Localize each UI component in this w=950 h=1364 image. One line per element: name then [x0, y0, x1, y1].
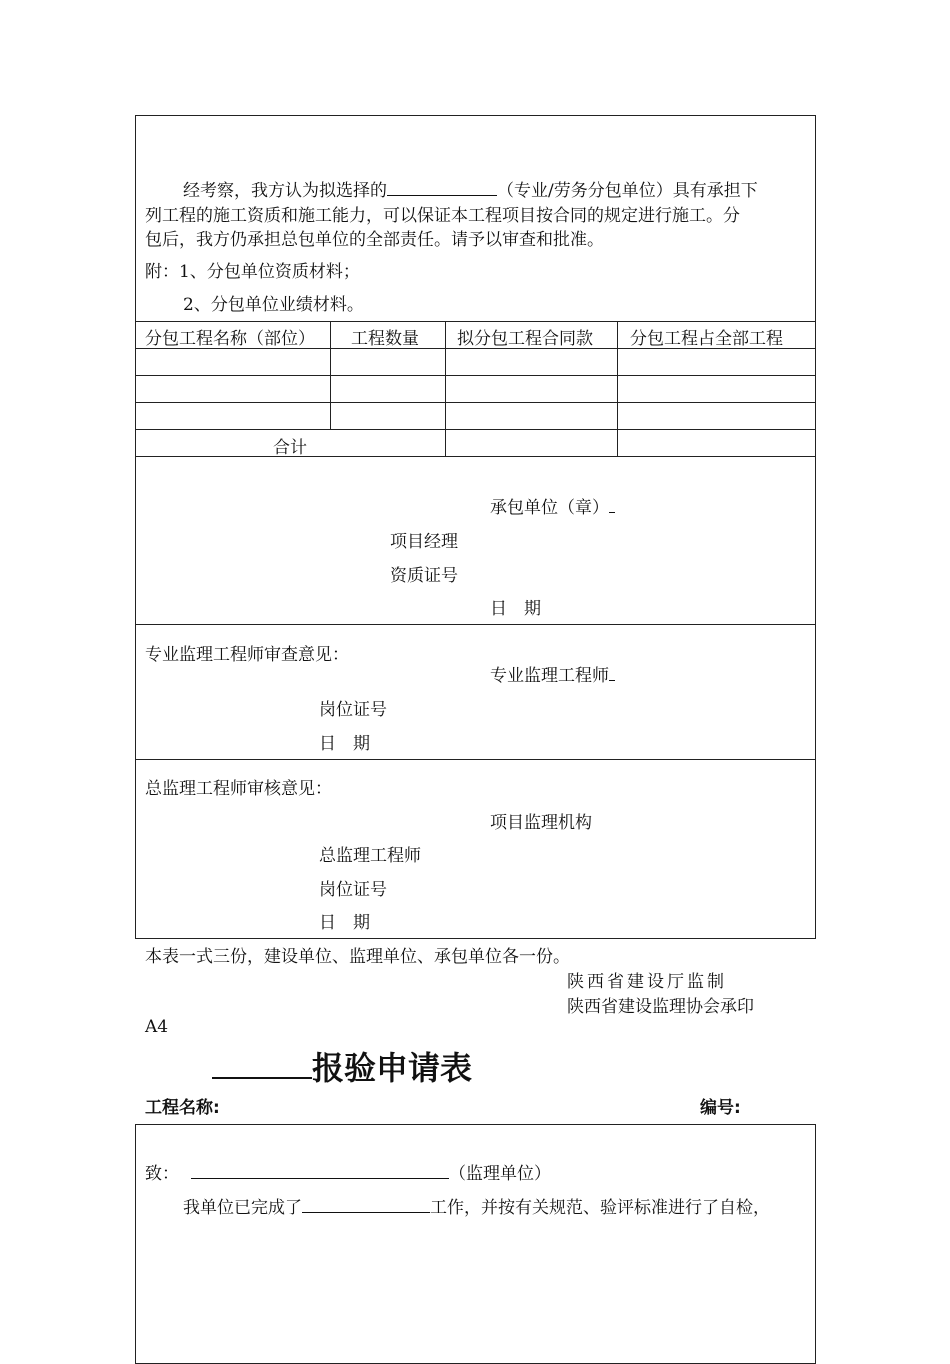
- printed-by: 陕西省建设监理协会承印: [567, 997, 754, 1017]
- supervised-by: 陕西省建设厅监制: [567, 972, 727, 992]
- post-cert-no2-label: 岗位证号: [319, 880, 387, 900]
- project-supervision-org-label: 项目监理机构: [490, 813, 592, 833]
- para-line-1: [183, 176, 758, 201]
- project-manager-label: 项目经理: [390, 532, 458, 552]
- table-col-line-2: [445, 321, 446, 456]
- table-header-contract: 拟分包工程合同款: [457, 329, 593, 349]
- table-row-line-3: [135, 429, 816, 430]
- table-header-ratio: 分包工程占全部工程: [630, 329, 783, 349]
- post-cert-no-label: 岗位证号: [319, 700, 387, 720]
- section-line-2: [135, 759, 816, 760]
- table-col-line-1: [330, 321, 331, 429]
- project-name-label: 工程名称:: [145, 1098, 220, 1118]
- body-line: 我单位已完成了 工作，并按有关规范、验评标准进行了自检，: [183, 1198, 770, 1218]
- attachment-2: 2、分包单位业绩材料。: [183, 295, 364, 315]
- table-bottom-line: [135, 456, 816, 457]
- copies-note: 本表一式三份，建设单位、监理单位、承包单位各一份。: [145, 947, 570, 967]
- number-label: 编号:: [700, 1098, 741, 1118]
- table-top-line: [135, 321, 816, 322]
- table-total-label: 合计: [273, 438, 307, 458]
- date2-label: 日 期: [319, 734, 370, 754]
- table-row-line-1: [135, 375, 816, 376]
- table-header-name: 分包工程名称（部位）: [145, 329, 315, 349]
- para-line-1-b: （专业/劳务分包单位）具有承担下: [497, 181, 758, 201]
- seal-blank[interactable]: [609, 496, 615, 513]
- subcontractor-name-blank[interactable]: [387, 179, 497, 196]
- chief-engineer-label: 总监理工程师: [319, 846, 421, 866]
- contractor-seal-label: 承包单位（章）: [490, 493, 615, 518]
- section-line-1: [135, 624, 816, 625]
- table-header-quantity: 工程数量: [351, 329, 419, 349]
- date3-label: 日 期: [319, 913, 370, 933]
- qualification-no-label: 资质证号: [390, 566, 458, 586]
- supervision-unit-blank[interactable]: [191, 1162, 449, 1179]
- attachment-1: 附：1、分包单位资质材料；: [145, 262, 360, 282]
- chief-engineer-opinion-label: 总监理工程师审核意见：: [145, 779, 332, 799]
- para-line-1-a: 经考察，我方认为拟选择的: [183, 181, 387, 201]
- form-title: [212, 1043, 472, 1089]
- para-line-3: 包后，我方仍承担总包单位的全部责任。请予以审查和批准。: [145, 230, 604, 250]
- table-row-line-2: [135, 402, 816, 403]
- pro-engineer-label: 专业监理工程师: [490, 661, 615, 686]
- form-title-text: 报验申请表: [312, 1049, 473, 1087]
- pro-engineer-opinion-label: 专业监理工程师审查意见：: [145, 645, 349, 665]
- para-line-2: 列工程的施工资质和施工能力，可以保证本工程项目按合同的规定进行施工。分: [145, 206, 740, 226]
- title-blank[interactable]: [212, 1043, 312, 1079]
- date-label: 日 期: [490, 599, 541, 619]
- work-blank[interactable]: [302, 1196, 430, 1213]
- pro-engineer-blank[interactable]: [609, 664, 615, 681]
- form-code: A4: [145, 1017, 169, 1037]
- to-line: 致： （监理单位）: [145, 1164, 551, 1184]
- table-col-line-3: [617, 321, 618, 456]
